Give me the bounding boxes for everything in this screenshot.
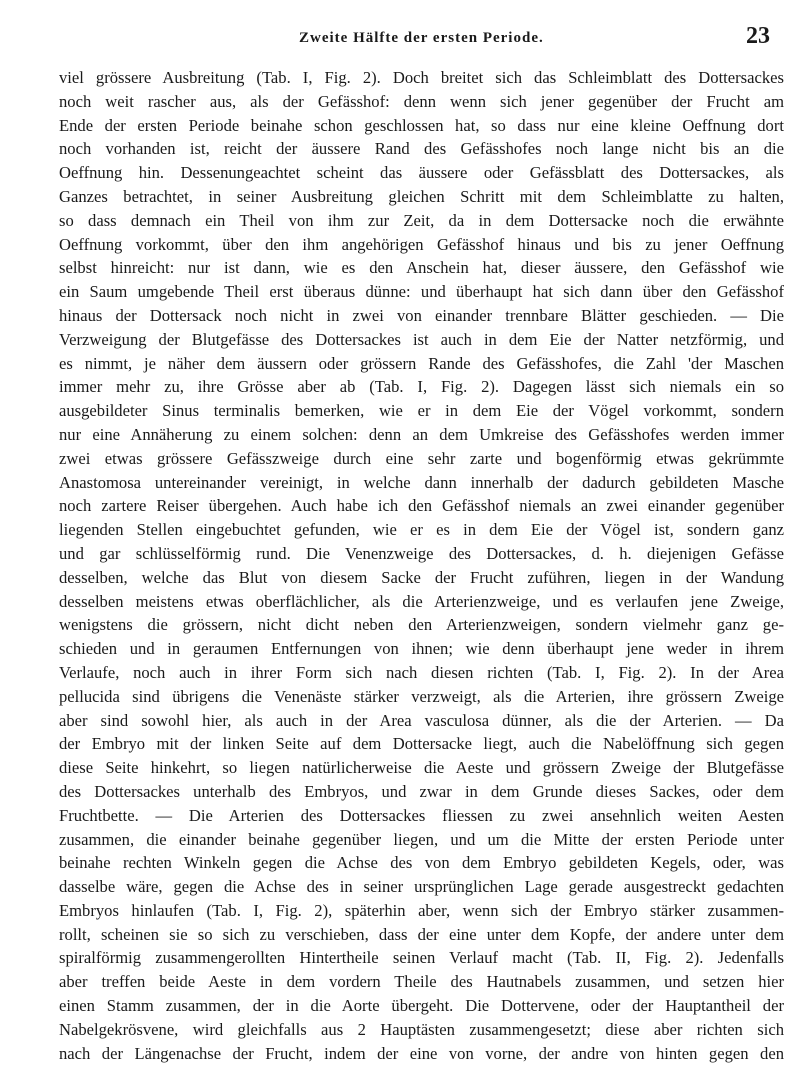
text-line: und gar schlüsselförmig rund. Die Venenzweige des Dottersackes, d. h. diejenigen Gefässe xyxy=(59,543,784,563)
text-line: spiralförmig zusammengerollten Hintertheile seinen Verlauf macht (Tab. II, Fig. 2). Jedenfalls xyxy=(59,948,784,968)
text-line: noch weit rascher aus, als der Gefässhof: denn wenn sich jener gegenüber der Frucht am xyxy=(59,91,784,111)
page-number: 23 xyxy=(746,23,770,49)
text-line: so dass demnach ein Theil von ihm zur Zeit, da in dem Dottersacke noch die erwähnte xyxy=(59,210,784,230)
text-line: Ende der ersten Periode beinahe schon geschlossen hat, so dass nur eine kleine Oeffnung dort xyxy=(59,115,784,135)
text-line: rollt, scheinen sie so sich zu verschieben, dass der eine unter dem Kopfe, der andere unter dem xyxy=(59,924,784,944)
text-line: Ganzes betrachtet, in seiner Ausbreitung gleichen Schritt mit dem Schleimblatte zu halten, xyxy=(59,186,784,206)
text-line: hinaus der Dottersack noch nicht in zwei von einander trennbare Blätter geschieden. — Die xyxy=(59,305,784,325)
text-line: Embryos hinlaufen (Tab. I, Fig. 2), späterhin aber, wenn sich der Embryo stärker zusammen- xyxy=(59,900,784,920)
text-line: aber treffen beide Aeste in dem vordern Theile des Hautnabels zusammen, und setzen hier xyxy=(59,972,784,992)
text-line: wenigstens die grössern, nicht dicht neben den Arterienzweigen, sondern vielmehr ganz ge- xyxy=(59,615,784,635)
running-head xyxy=(92,22,782,56)
running-title: Zweite Hälfte der ersten Periode. xyxy=(299,30,544,46)
text-line: desselben, welche das Blut von diesem Sacke der Frucht zuführen, liegen in der Wandung xyxy=(59,567,784,587)
text-line: Anastomosa untereinander vereinigt, in welche dann innerhalb der dadurch gebildeten Masche xyxy=(59,472,784,492)
text-line: Fruchtbette. — Die Arterien des Dottersackes fliessen zu zwei ansehnlich weiten Aesten xyxy=(59,805,784,825)
text-line: schieden und in geraumen Entfernungen von ihnen; wie denn überhaupt jene weder in ihrem xyxy=(59,639,784,659)
text-line: immer mehr zu, ihre Grösse aber ab (Tab. I, Fig. 2). Dagegen lässt sich niemals ein so xyxy=(59,377,784,397)
text-line: Oeffnung vorkommt, über den ihm angehörigen Gefässhof hinaus und bis zu jener Oeffnung xyxy=(59,234,784,254)
text-line: des Dottersackes unterhalb des Embryos, und zwar in dem Grunde dieses Sackes, oder dem xyxy=(59,781,784,801)
text-line: ausgebildeter Sinus terminalis bemerken, wie er in dem Eie der Vögel vorkommt, sondern xyxy=(59,401,784,421)
text-line: diese Seite hinkehrt, so liegen natürlicherweise die Aeste und grössern Zweige der Blutgefässe xyxy=(59,758,784,778)
text-line: es nimmt, je näher dem äussern oder grössern Rande des Gefässhofes, die Zahl 'der Maschen xyxy=(59,353,784,373)
text-line: Oeffnung hin. Dessenungeachtet scheint das äussere oder Gefässblatt des Dottersackes, als xyxy=(59,163,784,183)
text-line: der Embryo mit der linken Seite auf dem Dottersacke liegt, auch die Nabelöffnung sich gegen xyxy=(59,734,784,754)
text-line: viel grössere Ausbreitung (Tab. I, Fig. 2). Doch breitet sich das Schleimblatt des Dottersackes xyxy=(59,68,784,87)
text-line: nur eine Annäherung zu einem solchen: denn an dem Umkreise des Gefässhofes werden immer xyxy=(59,424,784,444)
text-line: Verzweigung der Blutgefässe des Dottersackes ist auch in dem Eie der Natter netzförmig, und xyxy=(59,329,784,349)
text-line: dasselbe wäre, gegen die Achse des in seiner ursprünglichen Lage gerade ausgestreckt gedachten xyxy=(59,877,784,897)
text-line: Nabelgekrösvene, wird gleichfalls aus 2 Hauptästen zusammengesetzt; diese aber richten sich xyxy=(59,1019,784,1039)
text-line: noch zartere Reiser übergehen. Auch habe ich den Gefässhof niemals an zwei einander gegenüber xyxy=(59,496,784,516)
text-line: zusammen, die einander beinahe gegenüber liegen, und um die Mitte der ersten Periode unter xyxy=(59,829,784,849)
text-line: desselben meistens etwas oberflächlicher, als die Arterienzweige, und es verlaufen jene Zweige, xyxy=(59,591,784,611)
text-line: noch vorhanden ist, reicht der äussere Rand des Gefässhofes noch lange nicht bis an die xyxy=(59,139,784,159)
body-text xyxy=(59,66,784,1065)
text-line: pellucida sind übrigens die Venenäste stärker verzweigt, als die Arterien, ihre grössern Zweige xyxy=(59,686,784,706)
text-line: beinahe rechten Winkeln gegen die Achse des von dem Embryo gebildeten Kegels, oder, was xyxy=(59,853,784,873)
text-line: einen Stamm zusammen, der in die Aorte übergeht. Die Dottervene, oder der Hauptantheil der xyxy=(59,996,784,1016)
text-line: liegenden Stellen eingebuchtet gefunden, wie er es in dem Eie der Vögel ist, sondern ganz xyxy=(59,520,784,540)
text-line: aber sind sowohl hier, als auch in der Area vasculosa dünner, als die der Arterien. — Da xyxy=(59,710,784,730)
text-line: zwei etwas grössere Gefässzweige durch eine sehr zarte und bogenförmig etwas gekrümmte xyxy=(59,448,784,468)
text-line: Verlaufe, noch auch in ihrer Form sich nach diesen richten (Tab. I, Fig. 2). In der Area xyxy=(59,662,784,682)
text-line: ein Saum umgebende Theil erst überaus dünne: und überhaupt hat sich dann über den Gefässhof xyxy=(59,282,784,302)
text-line: selbst hinreicht: nur ist dann, wie es den Anschein hat, dieser äussere, den Gefässhof wie xyxy=(59,258,784,278)
text-line: nach der Längenachse der Frucht, indem der eine von vorne, der andre von hinten gegen den xyxy=(59,1043,784,1063)
